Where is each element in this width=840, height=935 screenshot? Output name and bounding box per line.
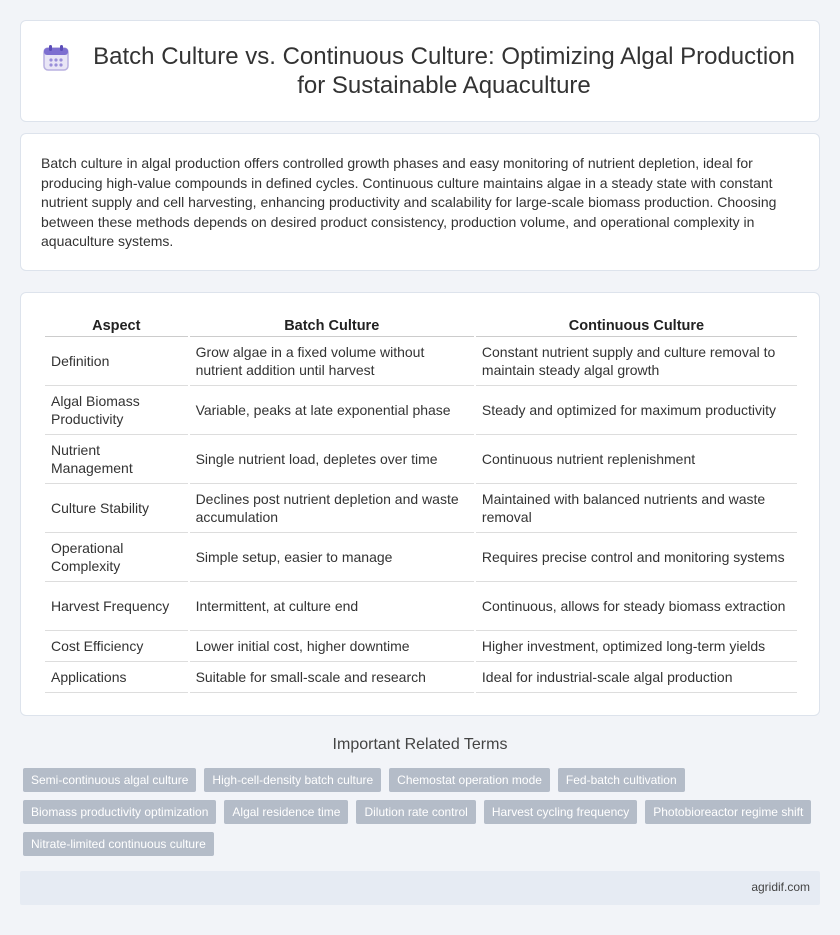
title-row: [21, 21, 819, 121]
header-aspect: Aspect: [45, 315, 188, 337]
comparison-table: [43, 315, 799, 693]
table-row: [45, 662, 797, 693]
related-terms-heading: Important Related Terms: [332, 736, 508, 753]
row-continuous-value: Steady and optimized for maximum productivity: [476, 386, 797, 435]
row-continuous-value: Requires precise control and monitoring systems: [476, 533, 797, 582]
row-aspect: Culture Stability: [45, 484, 188, 533]
intro-card: [20, 133, 820, 271]
related-term-tag[interactable]: Algal residence time: [224, 800, 348, 824]
row-batch-value: Simple setup, easier to manage: [190, 533, 474, 582]
footer: [20, 871, 820, 905]
footer-site-link[interactable]: agridif.com: [751, 880, 810, 894]
table-header-row: [45, 315, 797, 337]
row-batch-value: Grow algae in a fixed volume without nutrient addition until harvest: [190, 337, 474, 386]
related-term-tag[interactable]: Fed-batch cultivation: [558, 768, 685, 792]
related-term-tag[interactable]: Nitrate-limited continuous culture: [23, 832, 214, 856]
header-continuous-culture: Continuous Culture: [476, 315, 797, 337]
table-row: [45, 337, 797, 386]
related-term-tag[interactable]: High-cell-density batch culture: [204, 768, 381, 792]
row-continuous-value: Maintained with balanced nutrients and waste removal: [476, 484, 797, 533]
title-card: [20, 20, 820, 122]
related-term-tag[interactable]: Biomass productivity optimization: [23, 800, 216, 824]
row-continuous-value: Constant nutrient supply and culture removal to maintain steady algal growth: [476, 337, 797, 386]
related-term-tag[interactable]: Semi-continuous algal culture: [23, 768, 196, 792]
table-row: [45, 484, 797, 533]
row-aspect: Nutrient Management: [45, 435, 188, 484]
row-continuous-value: Continuous, allows for steady biomass extraction: [476, 582, 797, 631]
page-title: Batch Culture vs. Continuous Culture: Optimizing Algal Production for Sustainable Aquaculture: [93, 43, 795, 99]
row-batch-value: Declines post nutrient depletion and waste accumulation: [190, 484, 474, 533]
row-continuous-value: Higher investment, optimized long-term yields: [476, 631, 797, 662]
row-batch-value: Suitable for small-scale and research: [190, 662, 474, 693]
row-continuous-value: Ideal for industrial-scale algal production: [476, 662, 797, 693]
row-batch-value: Intermittent, at culture end: [190, 582, 474, 631]
table-row: [45, 533, 797, 582]
related-term-tag[interactable]: Photobioreactor regime shift: [645, 800, 811, 824]
table-row: [45, 435, 797, 484]
header-batch-culture: Batch Culture: [190, 315, 474, 337]
row-batch-value: Variable, peaks at late exponential phase: [190, 386, 474, 435]
row-batch-value: Single nutrient load, depletes over time: [190, 435, 474, 484]
related-terms-list: [23, 768, 823, 856]
row-aspect: Operational Complexity: [45, 533, 188, 582]
table-row: [45, 386, 797, 435]
related-term-tag[interactable]: Chemostat operation mode: [389, 768, 550, 792]
table-row: [45, 631, 797, 662]
row-continuous-value: Continuous nutrient replenishment: [476, 435, 797, 484]
calendar-icon: [41, 43, 71, 73]
table-row: [45, 582, 797, 631]
row-aspect: Applications: [45, 662, 188, 693]
related-term-tag[interactable]: Dilution rate control: [356, 800, 475, 824]
row-aspect: Algal Biomass Productivity: [45, 386, 188, 435]
related-term-tag[interactable]: Harvest cycling frequency: [484, 800, 637, 824]
row-aspect: Harvest Frequency: [45, 582, 188, 631]
comparison-card: [20, 292, 820, 716]
row-batch-value: Lower initial cost, higher downtime: [190, 631, 474, 662]
row-aspect: Cost Efficiency: [45, 631, 188, 662]
row-aspect: Definition: [45, 337, 188, 386]
intro-paragraph: Batch culture in algal production offers controlled growth phases and easy monitoring of nutrient depletion, ideal for producing high-value compounds in defined cycles. Continuous culture maintains algae in a steady state with constant nutrient supply and cell harvesting, enhancing productivity and scalability for large-scale biomass production. Choosing between these methods depends on desired product consistency, production volume, and operational complexity in aquaculture systems.: [41, 155, 777, 249]
